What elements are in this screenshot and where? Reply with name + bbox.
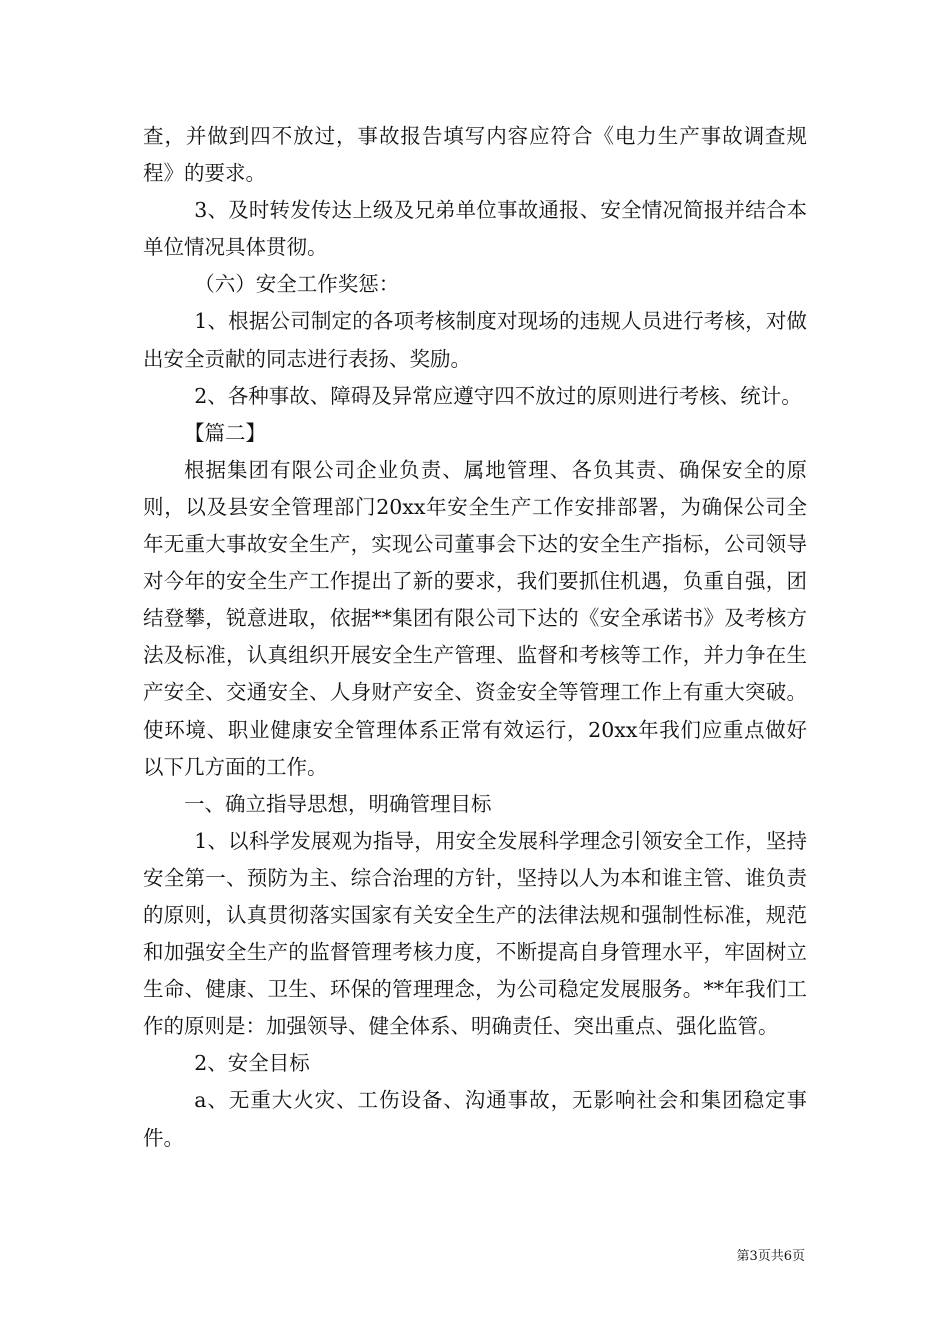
page-number-footer: 第3页共6页: [736, 1249, 805, 1264]
paragraph-2: 3、及时转发传达上级及兄弟单位事故通报、安全情况简报并结合本单位情况具体贯彻。: [143, 198, 807, 260]
paragraph-4: 1、根据公司制定的各项考核制度对现场的违规人员进行考核，对做出安全贡献的同志进行表扬、奖励。: [143, 309, 807, 371]
document-body: [143, 118, 807, 1157]
paragraph-9: 1、以科学发展观为指导，用安全发展科学理念引领安全工作，坚持安全第一、预防为主、综合治理的方针，坚持以人为本和谁主管、谁负责的原则，认真贯彻落实国家有关安全生产的法律法规和强制性标准，规范和加强安全生产的监督管理考核力度，不断提高自身管理水平，牢固树立生命、健康、卫生、环保的管理理念，为公司稳定发展服务。**年我们工作的原则是：加强领导、健全体系、明确责任、突出重点、强化监管。: [143, 828, 807, 1039]
chapter-heading-part-two: 【篇二】: [184, 420, 266, 445]
paragraph-11: a、无重大火灾、工伤设备、沟通事故，无影响社会和集团稳定事件。: [143, 1088, 807, 1150]
paragraph-5: 2、各种事故、障碍及异常应遵守四不放过的原则进行考核、统计。: [194, 383, 802, 408]
section-heading-rewards: （六）安全工作奖惩：: [194, 272, 400, 297]
paragraph-7: 根据集团有限公司企业负责、属地管理、各负其责、确保安全的原则，以及县安全管理部门20xx年安全生产工作安排部署，为确保公司全年无重大事故安全生产，实现公司董事会下达的安全生产指标，公司领导对今年的安全生产工作提出了新的要求，我们要抓住机遇，负重自强，团结登攀，锐意进取，依据**集团有限公司下达的《安全承诺书》及考核方法及标准，认真组织开展安全生产管理、监督和考核等工作，并力争在生产安全、交通安全、人身财产安全、资金安全等管理工作上有重大突破。使环境、职业健康安全管理体系正常有效运行，20xx年我们应重点做好以下几方面的工作。: [143, 457, 807, 779]
section-heading-guiding-ideology: 一、确立指导思想，明确管理目标: [184, 791, 492, 816]
paragraph-1: 查，并做到四不放过，事故报告填写内容应符合《电力生产事故调查规程》的要求。: [143, 124, 807, 186]
subsection-heading-safety-goals: 2、安全目标: [194, 1051, 310, 1076]
